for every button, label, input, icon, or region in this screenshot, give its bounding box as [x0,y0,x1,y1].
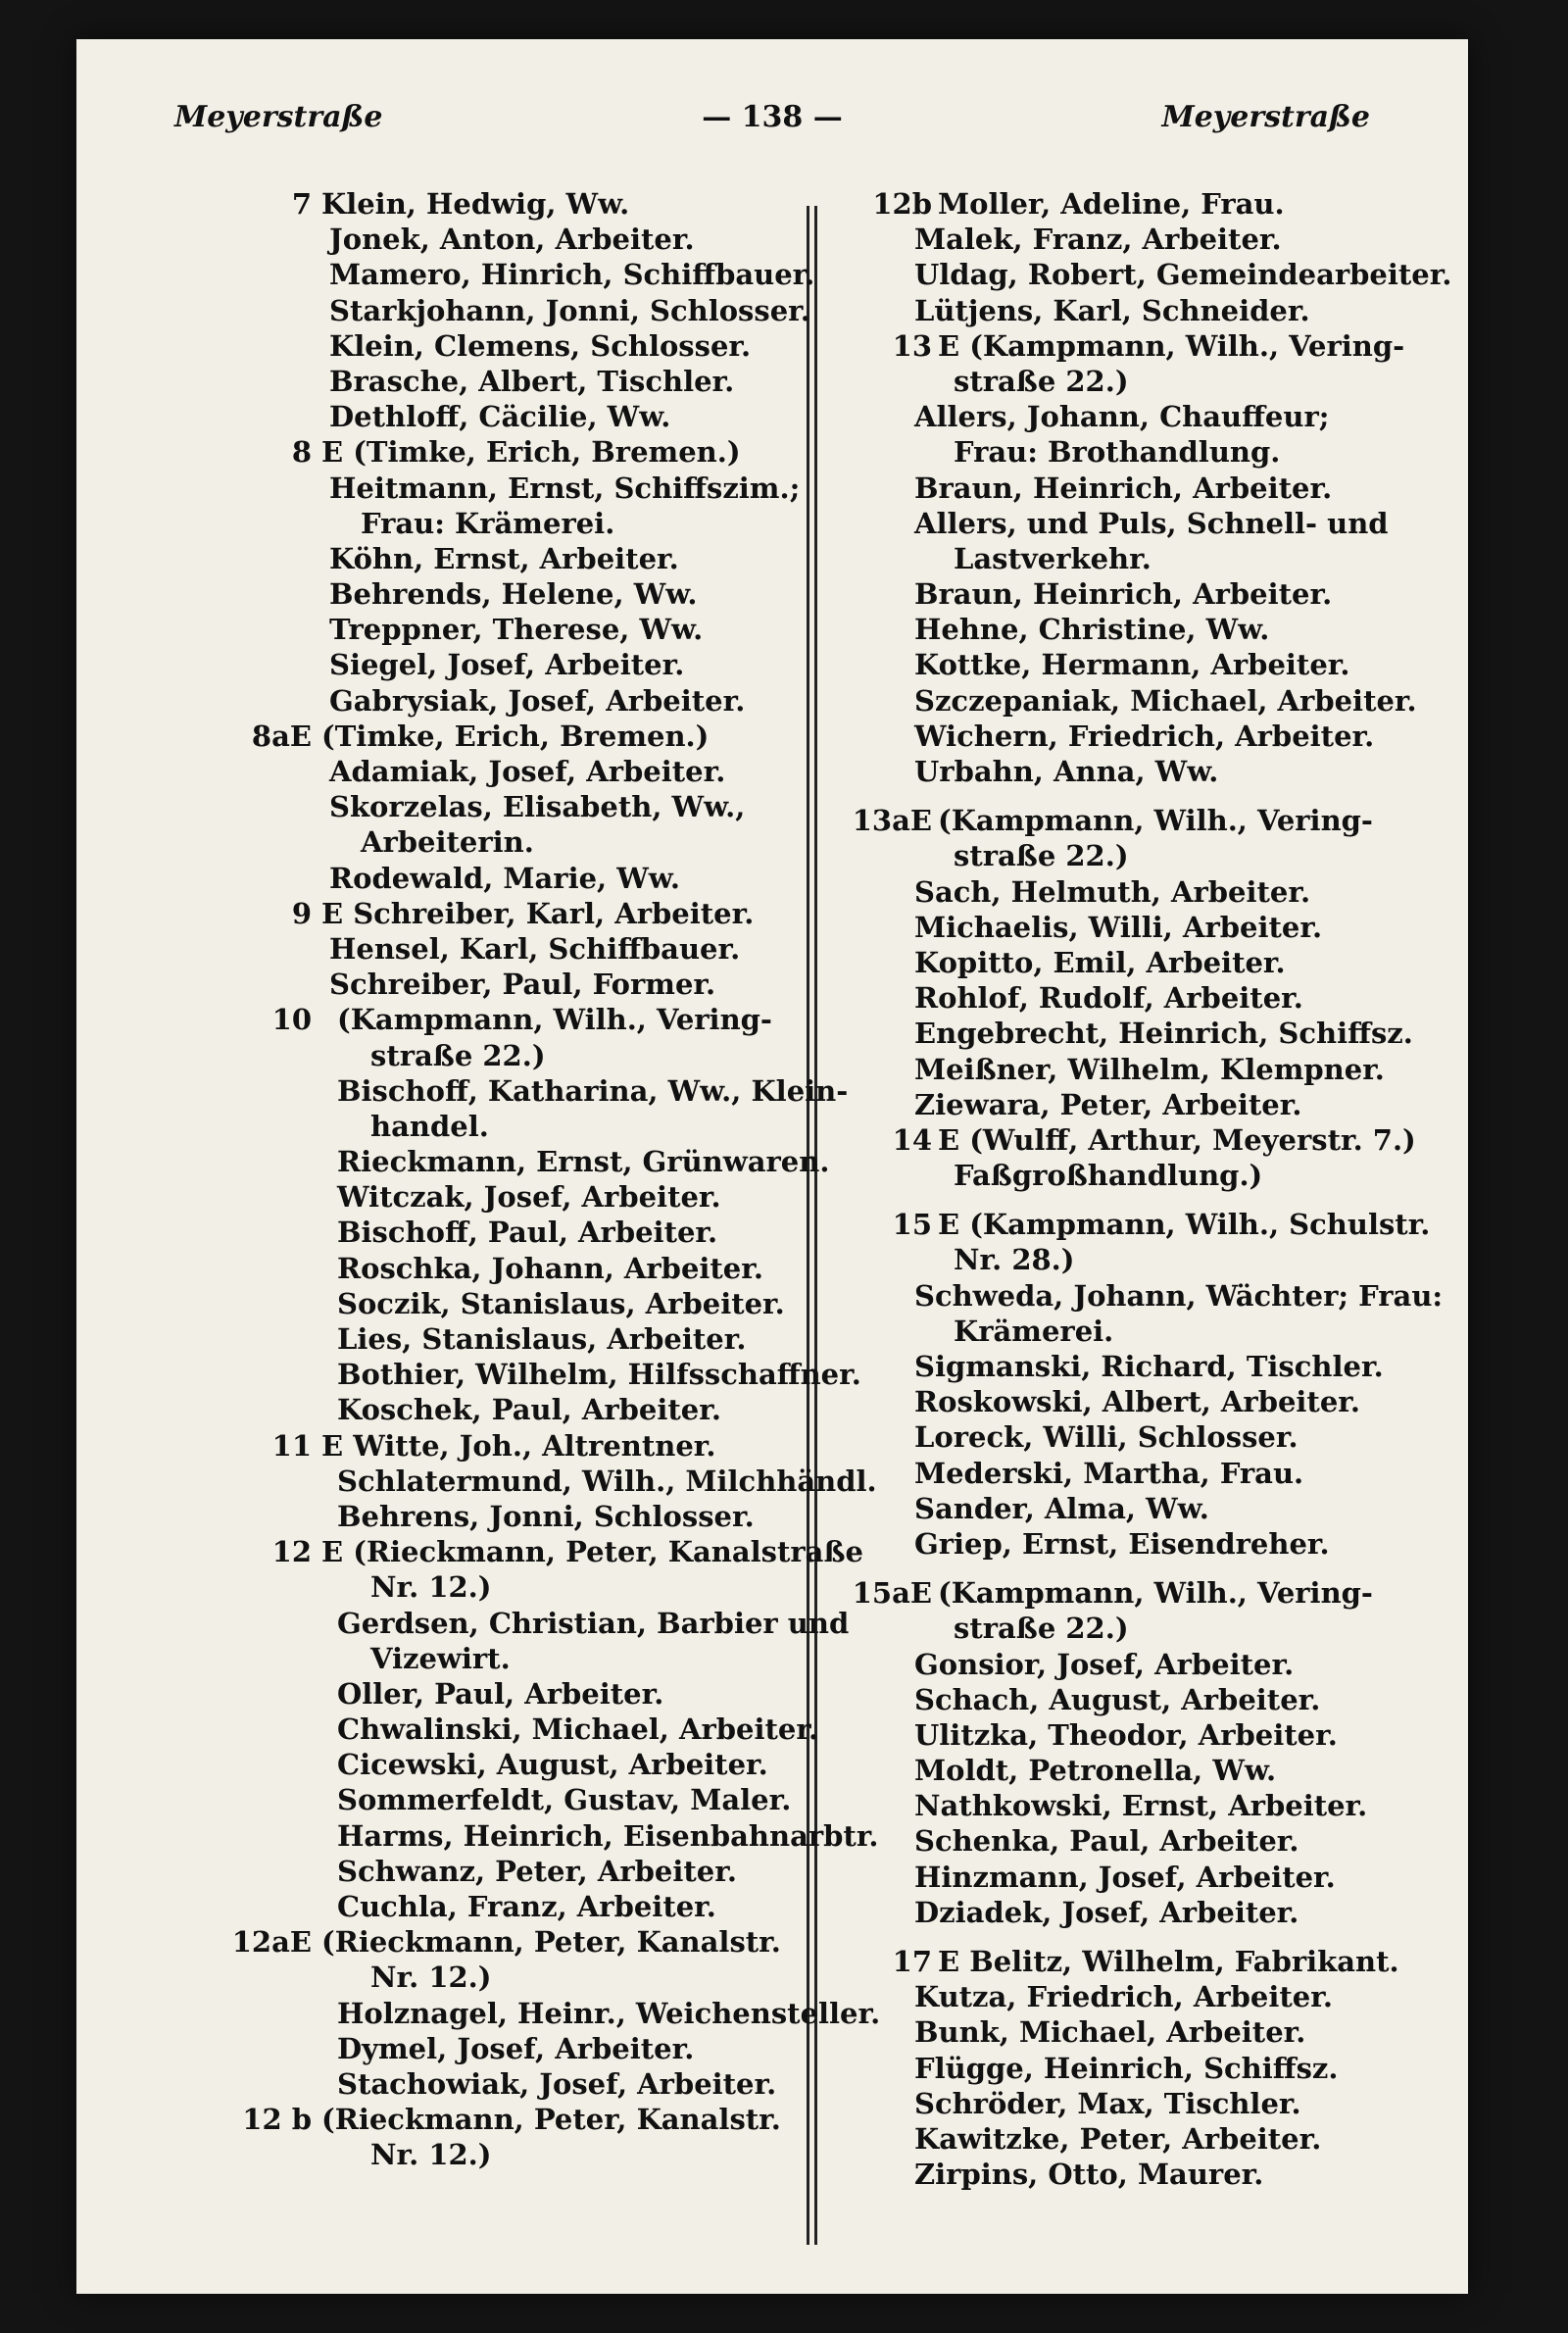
house-number: 9 [291,896,312,930]
entry-text: Urbahn, Anna, Ww. [914,755,1219,788]
entry-text: Witczak, Josef, Arbeiter. [337,1180,721,1215]
house-number: 13 [892,328,932,363]
entry-text: Skorzelas, Elisabeth, Ww., [329,790,746,824]
directory-entry [846,980,1453,1016]
entry-text: Bischoff, Katharina, Ww., Klein- [337,1073,849,1108]
entry-text: Nr. 28.) [954,1243,1075,1277]
page-header [174,100,1370,139]
entry-text: Roskowski, Albert, Arbeiter. [914,1385,1360,1419]
directory-entry [214,1499,900,1534]
directory-entry [846,1944,1453,1979]
entry-text: Schlatermund, Wilh., Milchhändl. [337,1464,877,1498]
entry-text: (Kampmann, Wilh., Vering- [938,804,1373,838]
directory-entry [214,2066,900,2102]
entry-text: Brasche, Albert, Tischler. [329,364,735,398]
directory-entry [214,1606,900,1641]
entry-text: Lütjens, Karl, Schneider. [914,293,1310,327]
entry-text: Allers, und Puls, Schnell- und [914,506,1389,540]
directory-entry [846,803,1453,838]
directory-entry [214,1818,900,1854]
directory-entry [846,1242,1453,1277]
entry-gap [846,1562,1453,1575]
entry-text: Nathkowski, Ernst, Arbeiter. [914,1789,1368,1823]
entry-text: Nr. 12.) [370,1570,492,1605]
house-number: 12 [271,1535,312,1569]
directory-entry [214,1073,900,1109]
directory-entry [846,2121,1453,2157]
entry-text: Adamiak, Josef, Arbeiter. [329,755,726,788]
entry-text: Chwalinski, Michael, Arbeiter. [337,1713,819,1747]
directory-entry [846,719,1453,754]
directory-entry [846,612,1453,647]
entry-text: Starkjohann, Jonni, Schlosser. [329,293,810,327]
directory-entry [214,576,900,612]
entry-text: Koschek, Paul, Arbeiter. [337,1393,721,1427]
entry-text: E (Wulff, Arthur, Meyerstr. 7.) [938,1122,1416,1157]
directory-entry [214,1854,900,1889]
entry-text: E (Kampmann, Wilh., Vering- [938,328,1405,363]
house-number: 17 [892,1945,932,1978]
entry-text: Zirpins, Otto, Maurer. [914,2158,1264,2192]
entry-text: (Kampmann, Wilh., Vering- [337,1003,772,1037]
entry-text: Schröder, Max, Tischler. [914,2086,1301,2120]
directory-entry [214,328,900,364]
entry-text: Jonek, Anton, Arbeiter. [329,223,695,257]
entry-text: Nr. 12.) [370,2138,492,2172]
entry-text: Dymel, Josef, Arbeiter. [337,2031,695,2065]
directory-entry [214,293,900,328]
house-number: 14 [892,1122,932,1157]
entry-text: Stachowiak, Josef, Arbeiter. [337,2066,777,2101]
entry-text: Rodewald, Marie, Ww. [329,861,680,895]
house-number: 15aE [852,1576,932,1611]
house-number: 12 b [242,2103,312,2137]
directory-entry [214,1144,900,1179]
entry-text: Meißner, Wilhelm, Klempner. [914,1052,1385,1086]
directory-entry [214,1392,900,1427]
directory-entry [214,824,900,860]
directory-entry [214,1179,900,1215]
directory-entry [214,1676,900,1712]
entry-text: Nr. 12.) [370,1961,492,1995]
directory-entry [214,612,900,647]
directory-entry [846,1979,1453,2014]
directory-entry [846,1753,1453,1788]
entry-text: Moldt, Petronella, Ww. [914,1754,1277,1788]
directory-entry [214,967,900,1002]
directory-entry [846,1491,1453,1526]
house-number: 13aE [852,804,932,838]
house-number: 8aE [251,719,312,753]
entry-text: Michaelis, Willi, Arbeiter. [914,910,1323,944]
directory-entry [214,1924,900,1960]
entry-text: Gonsior, Josef, Arbeiter. [914,1647,1295,1681]
running-head-right: Meyerstraße [1161,100,1370,134]
entry-text: Rohlof, Rudolf, Arbeiter. [914,981,1303,1016]
entry-gap [846,1193,1453,1207]
directory-entry [214,2137,900,2172]
entry-text: Gerdsen, Christian, Barbier und [337,1606,850,1640]
entry-text: Kottke, Hermann, Arbeiter. [914,648,1350,682]
entry-text: Köhn, Ernst, Arbeiter. [329,541,679,575]
house-number: 12b [872,187,932,221]
left-column [214,186,900,2173]
directory-entry [846,506,1453,541]
entry-text: Dethloff, Cäcilie, Ww. [329,400,671,434]
entry-text: Faßgroßhandlung.) [954,1159,1263,1193]
directory-entry [846,1526,1453,1562]
entry-text: Malek, Franz, Arbeiter. [914,223,1282,257]
entry-text: straße 22.) [954,1612,1129,1646]
directory-entry [214,1251,900,1286]
entry-text: Allers, Johann, Chauffeur; [914,400,1330,434]
directory-entry [846,2014,1453,2050]
entry-text: Loreck, Willi, Schlosser. [914,1420,1298,1455]
entry-text: Ziewara, Peter, Arbeiter. [914,1087,1302,1121]
entry-text: Behrens, Jonni, Schlosser. [337,1499,755,1533]
directory-entry [846,1122,1453,1158]
directory-entry [846,1860,1453,1895]
directory-entry [846,1087,1453,1122]
directory-entry [846,293,1453,328]
entry-text: Lastverkehr. [954,541,1152,575]
entry-text: (Rieckmann, Peter, Kanalstr. [321,1925,781,1960]
directory-entry [846,1314,1453,1349]
directory-entry [214,1996,900,2031]
entry-text: Cuchla, Franz, Arbeiter. [337,1890,716,1923]
entry-text: Vizewirt. [370,1641,511,1675]
entry-text: Treppner, Therese, Ww. [329,613,704,647]
entry-text: Krämerei. [954,1314,1114,1348]
entry-text: E Schreiber, Karl, Arbeiter. [321,896,755,930]
directory-entry [214,896,900,931]
house-number: 11 [271,1428,312,1463]
entry-text: handel. [370,1109,489,1143]
directory-entry [214,1002,900,1037]
directory-entry [846,1349,1453,1384]
entry-text: Holznagel, Heinr., Weichensteller. [337,1996,881,2030]
directory-entry [214,754,900,789]
entry-text: Hensel, Karl, Schiffbauer. [329,931,741,966]
entry-text: straße 22.) [954,839,1129,873]
entry-text: Sigmanski, Richard, Tischler. [914,1350,1384,1383]
right-column [846,186,1453,2192]
house-number: 12aE [231,1925,312,1960]
entry-text: Oller, Paul, Arbeiter. [337,1676,664,1711]
directory-entry [214,1428,900,1464]
entry-text: Wichern, Friedrich, Arbeiter. [914,719,1375,753]
directory-entry [846,1419,1453,1455]
directory-entry [846,1575,1453,1611]
entry-text: Kopitto, Emil, Arbeiter. [914,945,1286,979]
directory-entry [846,1717,1453,1753]
entry-text: (Rieckmann, Peter, Kanalstr. [321,2103,781,2137]
directory-entry [214,1747,900,1782]
entry-text: Schach, August, Arbeiter. [914,1682,1321,1716]
entry-text: Frau: Krämerei. [361,506,615,540]
directory-entry [846,1207,1453,1242]
directory-entry [214,1464,900,1499]
directory-entry [214,1641,900,1676]
entry-text: Behrends, Helene, Ww. [329,577,698,612]
entry-text: Hehne, Christine, Ww. [914,613,1270,647]
entry-text: Griep, Ernst, Eisendreher. [914,1526,1330,1561]
entry-text: Frau: Brothandlung. [954,435,1281,470]
entry-text: Sach, Helmuth, Arbeiter. [914,874,1311,909]
house-number: 7 [291,187,312,221]
directory-entry [214,1569,900,1605]
directory-entry [846,874,1453,910]
entry-text: Bothier, Wilhelm, Hilfsschaffner. [337,1358,861,1392]
directory-entry [214,222,900,257]
running-head-left: Meyerstraße [174,100,383,134]
page-number: — 138 — [702,100,843,134]
directory-entry [846,186,1453,222]
house-number: 8 [291,435,312,470]
directory-entry [846,576,1453,612]
directory-entry [846,257,1453,292]
entry-text: Cicewski, August, Arbeiter. [337,1748,768,1782]
entry-text: Szczepaniak, Michael, Arbeiter. [914,683,1417,718]
directory-entry [846,838,1453,873]
entry-text: (Timke, Erich, Bremen.) [321,719,710,753]
entry-text: Harms, Heinrich, Eisenbahnarbtr. [337,1818,879,1853]
directory-entry [846,1456,1453,1491]
entry-gap [846,1930,1453,1944]
entry-text: Dziadek, Josef, Arbeiter. [914,1895,1299,1929]
directory-entry [846,683,1453,719]
entry-text: Moller, Adeline, Frau. [938,187,1285,221]
directory-entry [214,2102,900,2137]
directory-entry [846,910,1453,945]
entry-text: Klein, Clemens, Schlosser. [329,328,752,363]
entry-text: E (Rieckmann, Peter, Kanalstraße [321,1535,863,1569]
entry-text: Roschka, Johann, Arbeiter. [337,1251,763,1285]
directory-entry [846,945,1453,980]
directory-entry [214,683,900,719]
entry-text: Gabrysiak, Josef, Arbeiter. [329,683,746,718]
entry-text: Schenka, Paul, Arbeiter. [914,1824,1299,1859]
entry-text: Engebrecht, Heinrich, Schiffsz. [914,1017,1413,1051]
directory-entry [846,364,1453,399]
entry-text: Ulitzka, Theodor, Arbeiter. [914,1717,1338,1752]
directory-entry [846,647,1453,682]
house-number: 10 [271,1003,312,1037]
directory-entry [846,1158,1453,1193]
directory-entry [846,541,1453,576]
directory-entry [846,1384,1453,1419]
entry-text: Uldag, Robert, Gemeindearbeiter. [914,258,1452,292]
directory-entry [214,1109,900,1144]
directory-entry [214,1286,900,1321]
directory-entry [846,2086,1453,2121]
directory-entry [214,186,900,222]
page [76,39,1468,2294]
entry-text: Flügge, Heinrich, Schiffsz. [914,2051,1339,2085]
entry-text: Kutza, Friedrich, Arbeiter. [914,1980,1333,2014]
entry-text: Kawitzke, Peter, Arbeiter. [914,2121,1322,2156]
entry-text: Lies, Stanislaus, Arbeiter. [337,1322,747,1356]
entry-text: Braun, Heinrich, Arbeiter. [914,577,1333,612]
directory-entry [214,1960,900,1995]
directory-entry [214,257,900,292]
directory-entry [846,222,1453,257]
directory-entry [846,434,1453,470]
entry-text: straße 22.) [954,364,1129,398]
directory-entry [214,719,900,754]
entry-text: Schweda, Johann, Wächter; Frau: [914,1278,1444,1313]
directory-entry [846,399,1453,434]
directory-entry [846,471,1453,506]
directory-entry [846,328,1453,364]
entry-text: E (Timke, Erich, Bremen.) [321,435,741,470]
directory-entry [214,861,900,896]
entry-text: Rieckmann, Ernst, Grünwaren. [337,1145,830,1179]
entry-text: Mamero, Hinrich, Schiffbauer. [329,258,815,292]
entry-text: Braun, Heinrich, Arbeiter. [914,471,1333,505]
entry-text: E (Kampmann, Wilh., Schulstr. [938,1208,1431,1242]
directory-entry [214,1357,900,1392]
directory-entry [214,2031,900,2066]
directory-entry [846,2051,1453,2086]
entry-text: (Kampmann, Wilh., Vering- [938,1576,1373,1611]
directory-entry [846,1611,1453,1646]
directory-entry [846,1647,1453,1682]
entry-text: E Belitz, Wilhelm, Fabrikant. [938,1945,1399,1978]
entry-text: Klein, Hedwig, Ww. [321,187,630,221]
directory-entry [214,541,900,576]
directory-entry [214,1038,900,1073]
directory-entry [846,1278,1453,1314]
directory-entry [846,1682,1453,1717]
directory-entry [846,1016,1453,1051]
directory-entry [214,364,900,399]
directory-entry [846,1052,1453,1087]
directory-entry [214,1712,900,1747]
directory-entry [214,931,900,967]
directory-entry [214,399,900,434]
entry-text: Soczik, Stanislaus, Arbeiter. [337,1286,785,1320]
directory-entry [214,1321,900,1357]
directory-entry [846,1788,1453,1823]
entry-text: E Witte, Joh., Altrentner. [321,1428,716,1463]
entry-text: Bischoff, Paul, Arbeiter. [337,1216,718,1250]
directory-entry [846,1895,1453,1930]
directory-entry [214,647,900,682]
entry-text: straße 22.) [370,1038,546,1072]
entry-text: Bunk, Michael, Arbeiter. [914,2015,1306,2050]
entry-text: Siegel, Josef, Arbeiter. [329,648,685,682]
directory-entry [214,1782,900,1817]
entry-text: Arbeiterin. [361,825,534,860]
entry-gap [846,789,1453,803]
directory-entry [846,2157,1453,2192]
entry-text: Heitmann, Ernst, Schiffszim.; [329,471,801,505]
directory-entry [214,1534,900,1569]
entry-text: Mederski, Martha, Frau. [914,1456,1304,1490]
directory-entry [214,1215,900,1250]
directory-entry [214,1889,900,1924]
directory-entry [214,434,900,470]
directory-entry [214,471,900,506]
house-number: 15 [892,1208,932,1242]
entry-text: Schwanz, Peter, Arbeiter. [337,1854,737,1888]
entry-text: Sommerfeldt, Gustav, Maler. [337,1783,792,1817]
directory-entry [214,789,900,824]
directory-entry [846,754,1453,789]
directory-entry [846,1823,1453,1859]
entry-text: Schreiber, Paul, Former. [329,968,716,1002]
entry-text: Sander, Alma, Ww. [914,1491,1209,1525]
directory-entry [214,506,900,541]
entry-text: Hinzmann, Josef, Arbeiter. [914,1860,1336,1894]
